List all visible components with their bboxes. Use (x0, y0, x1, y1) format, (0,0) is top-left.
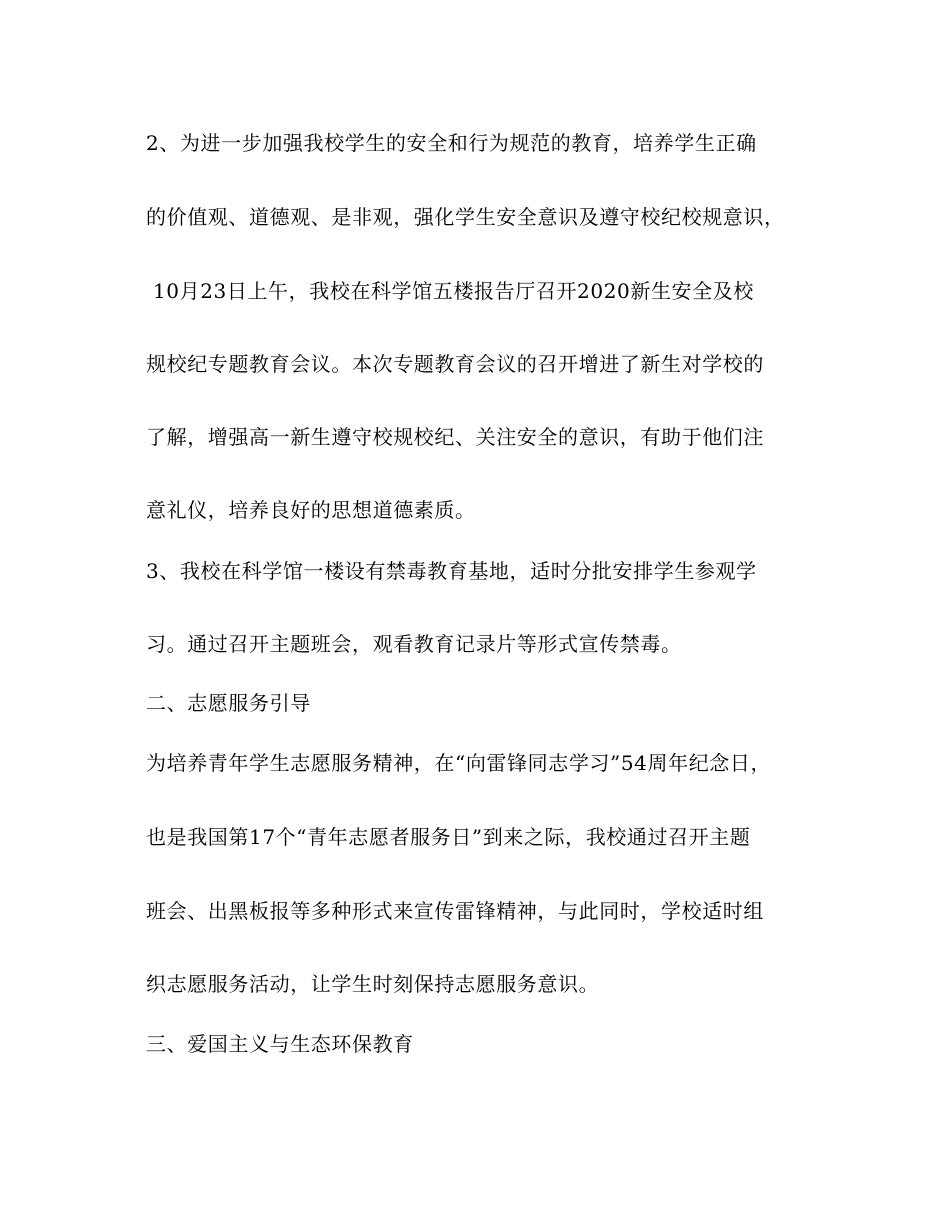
text-line: 习。通过召开主题班会，观看教育记录片等形式宣传禁毒。 (146, 632, 682, 656)
text-line: 意礼仪，培养良好的思想道德素质。 (146, 498, 476, 522)
text-line: 也是我国第17个“青年志愿者服务日”到来之际，我校通过召开主题 (146, 825, 751, 849)
section-heading: 二、志愿服务引导 (146, 691, 311, 715)
text-line: 了解，增强高一新生遵守校规校纪、关注安全的意识，有助于他们注 (146, 425, 764, 449)
text-line: 的价值观、道德观、是非观，强化学生安全意识及遵守校纪校规意识， (146, 205, 785, 229)
text-line: 织志愿服务活动，让学生时刻保持志愿服务意识。 (146, 972, 600, 996)
text-line: 10月23日上午，我校在科学馆五楼报告厅召开2020新生安全及校 (146, 279, 754, 303)
text-line: 2、为进一步加强我校学生的安全和行为规范的教育，培养学生正确 (146, 131, 757, 155)
text-line: 为培养青年学生志愿服务精神，在“向雷锋同志学习”54周年纪念日， (146, 751, 772, 775)
text-line: 班会、出黑板报等多种形式来宣传雷锋精神，与此同时，学校适时组 (146, 899, 764, 923)
text-line: 规校纪专题教育会议。本次专题教育会议的召开增进了新生对学校的 (146, 352, 764, 376)
section-heading: 三、爱国主义与生态环保教育 (146, 1032, 414, 1056)
text-line: 3、我校在科学馆一楼设有禁毒教育基地，适时分批安排学生参观学 (146, 559, 757, 583)
